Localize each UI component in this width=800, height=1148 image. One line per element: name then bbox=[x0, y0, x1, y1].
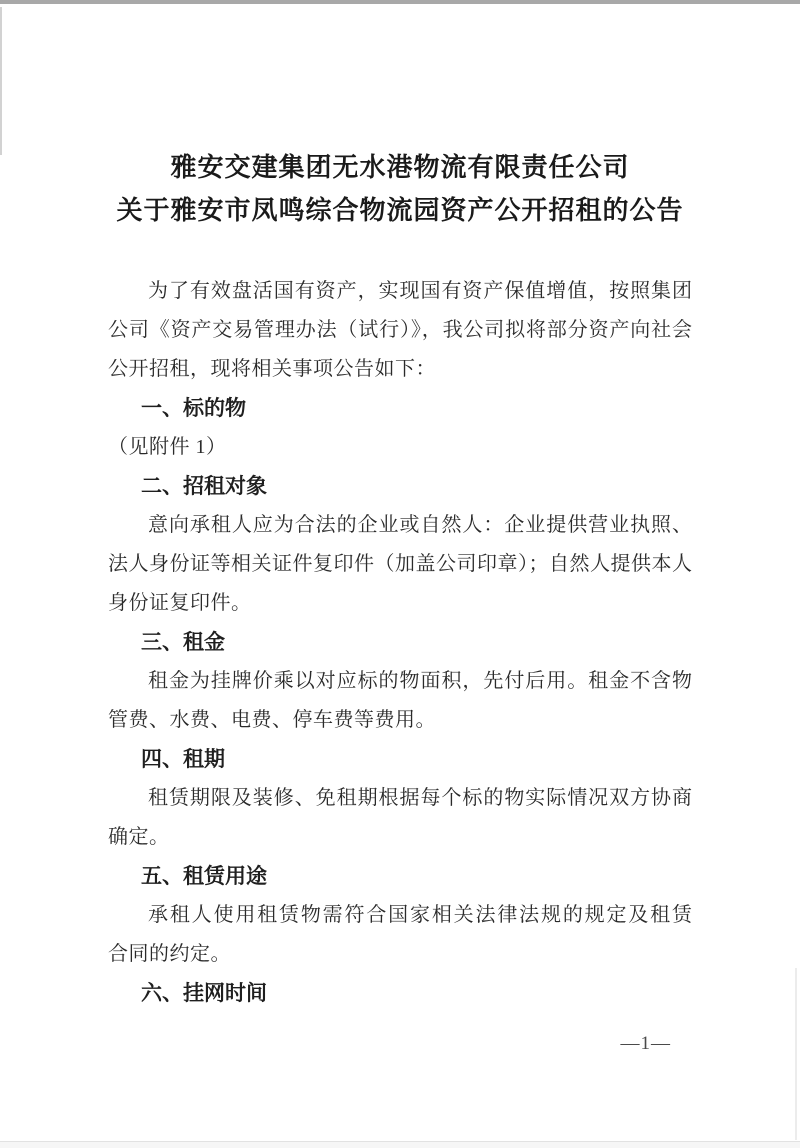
body-text-line: 公司《资产交易管理办法（试行）》，我公司拟将部分资产向社会 bbox=[108, 319, 692, 341]
document-title-line-1: 雅安交建集团无水港物流有限责任公司 bbox=[170, 153, 630, 182]
document-title bbox=[0, 146, 800, 232]
body-text-line: 公开招租，现将相关事项公告如下： bbox=[108, 358, 436, 380]
body-text-line: 为了有效盘活国有资产，实现国有资产保值增值，按照集团 bbox=[148, 280, 692, 302]
section-heading: 二、招租对象 bbox=[141, 475, 267, 498]
body-text-line: 确定。 bbox=[108, 826, 170, 848]
section-heading: 六、挂网时间 bbox=[141, 982, 267, 1005]
body-text-line: 租金为挂牌价乘以对应标的物面积，先付后用。租金不含物 bbox=[148, 670, 692, 692]
page-number: —1— bbox=[620, 1033, 671, 1054]
scan-edge-bottom bbox=[0, 1141, 800, 1148]
section-heading: 四、租期 bbox=[141, 748, 225, 771]
document-title-line-2: 关于雅安市凤鸣综合物流园资产公开招租的公告 bbox=[116, 196, 684, 225]
scan-edge-right bbox=[795, 968, 797, 1140]
section-heading: 一、标的物 bbox=[141, 397, 246, 420]
document-body bbox=[108, 272, 692, 1013]
body-text-line: 法人身份证等相关证件复印件（加盖公司印章）；自然人提供本人 bbox=[108, 553, 692, 575]
body-text-line: 合同的约定。 bbox=[108, 943, 231, 965]
body-text-line: 承租人使用租赁物需符合国家相关法律法规的规定及租赁 bbox=[148, 904, 692, 926]
body-text-line: 意向承租人应为合法的企业或自然人：企业提供营业执照、 bbox=[148, 514, 692, 536]
section-heading: 三、租金 bbox=[141, 631, 225, 654]
section-heading: 五、租赁用途 bbox=[141, 865, 267, 888]
body-text-line: 管费、水费、电费、停车费等费用。 bbox=[108, 709, 436, 731]
scan-edge-left bbox=[0, 7, 2, 155]
body-text-line: 租赁期限及装修、免租期根据每个标的物实际情况双方协商 bbox=[148, 787, 692, 809]
scan-edge-top bbox=[0, 0, 800, 4]
body-text-line: （见附件 1） bbox=[108, 436, 227, 458]
body-text-line: 身份证复印件。 bbox=[108, 592, 252, 614]
